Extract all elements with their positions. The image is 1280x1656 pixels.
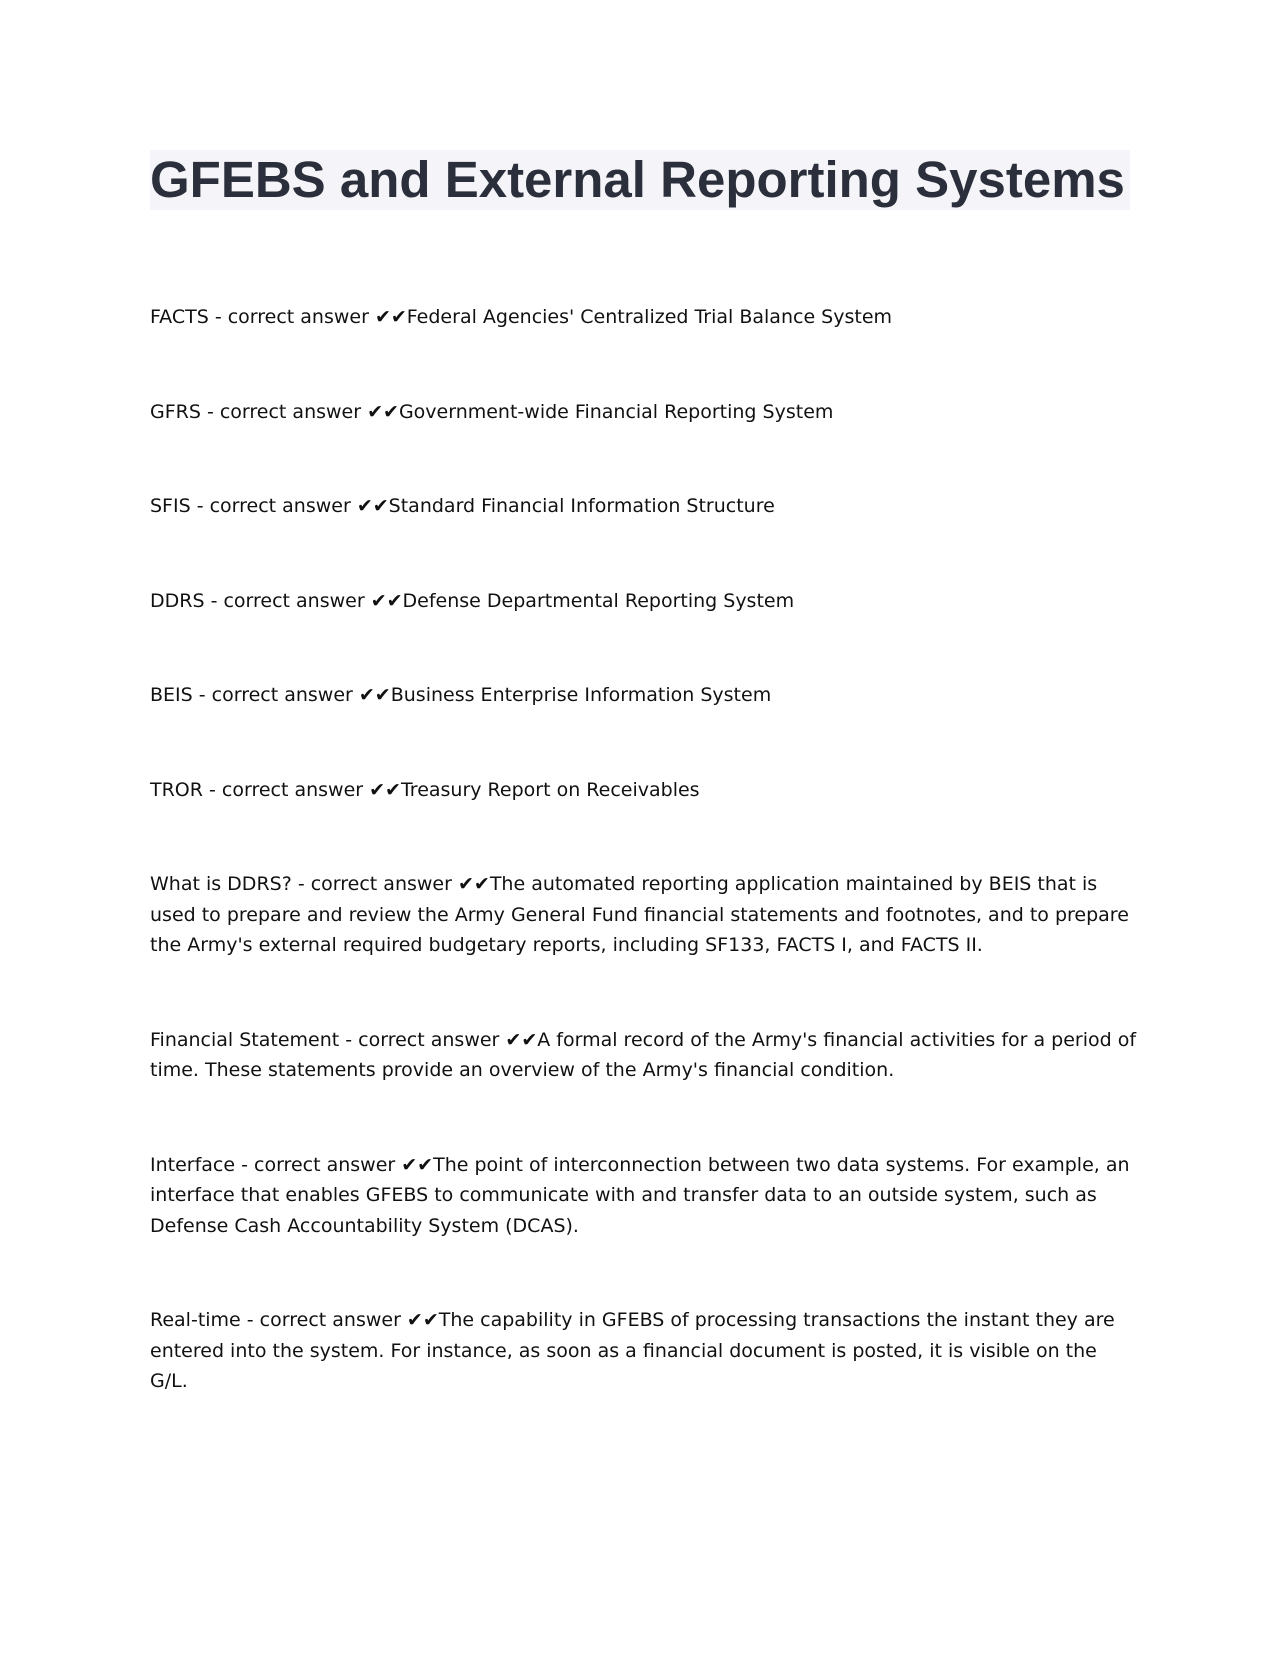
qa-answer: Defense Departmental Reporting System xyxy=(402,589,795,612)
checkmark-icon: ✔✔ xyxy=(374,306,407,328)
qa-separator: - correct answer xyxy=(190,495,357,517)
qa-separator: - correct answer xyxy=(235,1153,402,1176)
qa-item xyxy=(150,775,1140,806)
checkmark-icon: ✔✔ xyxy=(406,1309,439,1331)
qa-separator: - correct answer xyxy=(291,873,458,895)
checkmark-icon: ✔✔ xyxy=(457,873,490,895)
qa-separator: - correct answer xyxy=(208,306,375,328)
qa-term: SFIS xyxy=(150,495,191,517)
qa-separator: - correct answer xyxy=(339,1028,506,1051)
qa-item xyxy=(150,491,1140,522)
checkmark-icon: ✔✔ xyxy=(356,495,389,517)
document-title: GFEBS and External Reporting Systems xyxy=(150,151,1125,208)
qa-answer: Standard Financial Information Structure xyxy=(388,495,775,517)
qa-term: BEIS xyxy=(150,684,193,706)
qa-answer: The capability in GFEBS of processing transactions the instant they are entered into the system. For instance, as soon as a financial document is posted, it is visible on the G/L. xyxy=(150,1309,1115,1392)
qa-separator: - correct answer xyxy=(204,589,371,612)
qa-term: DDRS xyxy=(150,589,205,612)
checkmark-icon: ✔✔ xyxy=(401,1153,434,1176)
checkmark-icon: ✔✔ xyxy=(505,1028,538,1051)
qa-separator: - correct answer xyxy=(240,1309,407,1331)
qa-answer: A formal record of the Army's financial activities for a period of time. These statements provide an overview of the Army's financial condition. xyxy=(150,1028,1137,1081)
qa-item xyxy=(150,302,1140,333)
checkmark-icon: ✔✔ xyxy=(358,684,391,706)
qa-item xyxy=(150,869,1140,961)
qa-list xyxy=(150,302,1140,1461)
qa-item xyxy=(150,680,1140,711)
qa-item xyxy=(150,586,1140,617)
qa-term: Interface xyxy=(150,1153,236,1176)
qa-answer: Government-wide Financial Reporting System xyxy=(398,400,834,423)
qa-answer: The automated reporting application maintained by BEIS that is used to prepare and review the Army General Fund financial statements and footnotes, and to prepare the Army's external required budgetary reports, including SF133, FACTS I, and FACTS II. xyxy=(150,873,1129,956)
qa-separator: - correct answer xyxy=(202,778,370,801)
qa-item xyxy=(150,397,1140,428)
qa-item xyxy=(150,1150,1140,1242)
qa-item xyxy=(150,1025,1140,1086)
checkmark-icon: ✔✔ xyxy=(369,778,401,801)
qa-term: What is DDRS? xyxy=(150,873,292,895)
qa-term: FACTS xyxy=(150,306,209,328)
qa-term: TROR xyxy=(150,778,203,801)
qa-item xyxy=(150,1305,1140,1397)
qa-answer: Business Enterprise Information System xyxy=(390,684,772,706)
title-highlight xyxy=(150,150,1130,210)
checkmark-icon: ✔✔ xyxy=(370,589,403,612)
qa-term: Financial Statement xyxy=(150,1028,340,1051)
qa-separator: - correct answer xyxy=(192,684,359,706)
qa-answer: Treasury Report on Receivables xyxy=(400,778,700,801)
qa-term: GFRS xyxy=(150,400,201,423)
qa-answer: Federal Agencies' Centralized Trial Balance System xyxy=(406,306,893,328)
qa-answer: The point of interconnection between two data systems. For example, an interface that enables GFEBS to communicate with and transfer data to an outside system, such as Defense Cash Accountability System (DCAS). xyxy=(150,1153,1130,1237)
qa-separator: - correct answer xyxy=(200,400,368,423)
checkmark-icon: ✔✔ xyxy=(367,400,399,423)
qa-term: Real-time xyxy=(150,1309,241,1331)
